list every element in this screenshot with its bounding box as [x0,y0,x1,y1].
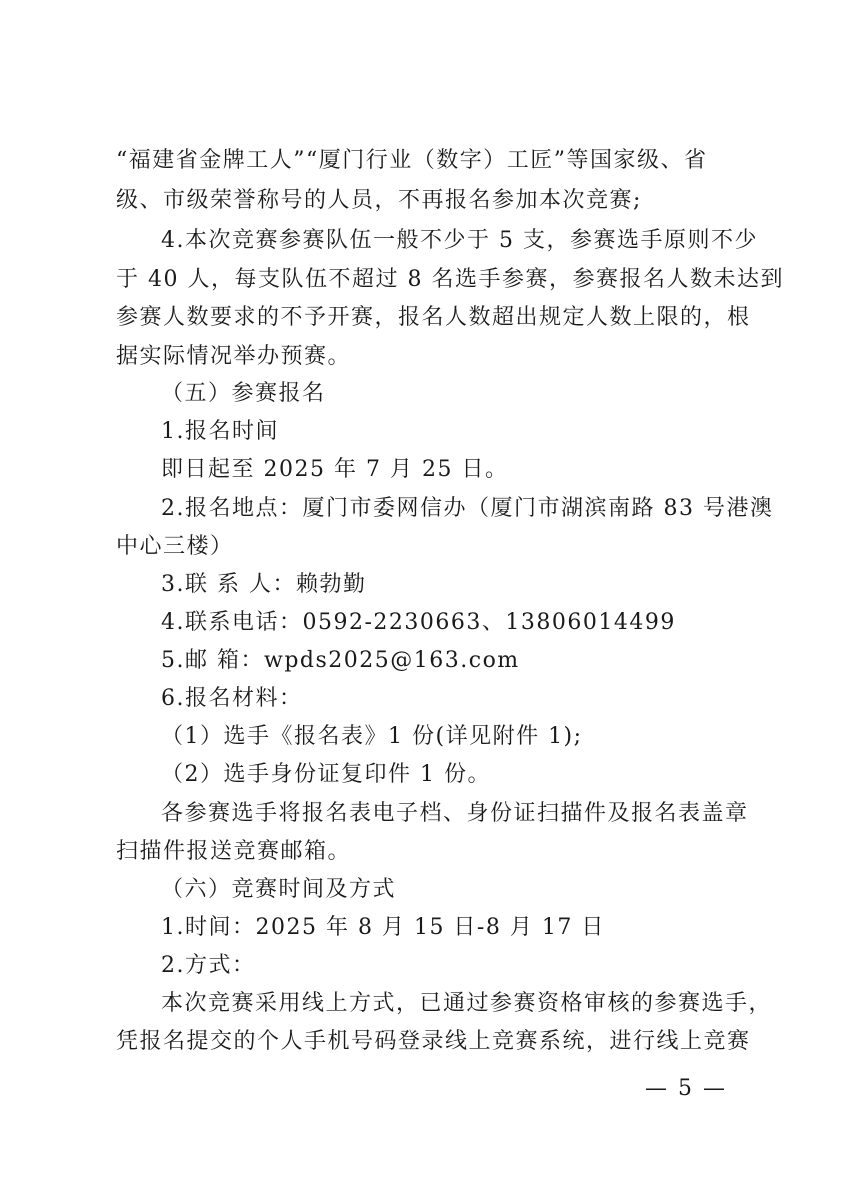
paragraph-line: 据实际情况举办预赛。 [116,344,352,369]
list-item: （2）选手身份证复印件 1 份。 [161,762,491,787]
page-number: — 5 — [645,1076,727,1101]
paragraph-line: 于 40 人，每支队伍不超过 8 名选手参赛，参赛报名人数未达到 [116,267,784,292]
subheading: 2.方式： [161,953,256,978]
paragraph-line: 级、市级荣誉称号的人员，不再报名参加本次竞赛; [116,188,642,213]
paragraph-line: 中心三楼） [116,534,234,559]
paragraph-line: 本次竞赛采用线上方式，已通过参赛资格审核的参赛选手， [161,991,773,1016]
contact-email: 5.邮 箱：wpds2025@163.com [161,648,520,673]
paragraph-line: 扫描件报送竞赛邮箱。 [116,839,352,864]
section-heading: （六）竞赛时间及方式 [161,877,397,902]
paragraph-line: 即日起至 2025 年 7 月 25 日。 [161,457,509,482]
subheading: 1.报名时间 [161,419,279,444]
contact-phone: 4.联系电话：0592-2230663、13806014499 [161,610,676,635]
paragraph-line: 4.本次竞赛参赛队伍一般不少于 5 支，参赛选手原则不少 [161,228,758,253]
paragraph-line: 1.时间：2025 年 8 月 15 日-8 月 17 日 [161,915,605,940]
list-item: （1）选手《报名表》1 份(详见附件 1); [161,724,583,749]
contact-person: 3.联 系 人：赖勃勤 [161,572,367,597]
subheading: 6.报名材料： [161,686,303,711]
paragraph-line: 各参赛选手将报名表电子档、身份证扫描件及报名表盖章 [161,801,749,826]
paragraph-line: 参赛人数要求的不予开赛，报名人数超出规定人数上限的，根 [116,305,751,330]
paragraph-line: 凭报名提交的个人手机号码登录线上竞赛系统，进行线上竞赛 [116,1029,751,1054]
paragraph-line: “福建省金牌工人”“厦门行业（数字）工匠”等国家级、省 [116,148,708,173]
paragraph-line: 2.报名地点：厦门市委网信办（厦门市湖滨南路 83 号港澳 [161,496,774,521]
section-heading: （五）参赛报名 [161,381,326,406]
